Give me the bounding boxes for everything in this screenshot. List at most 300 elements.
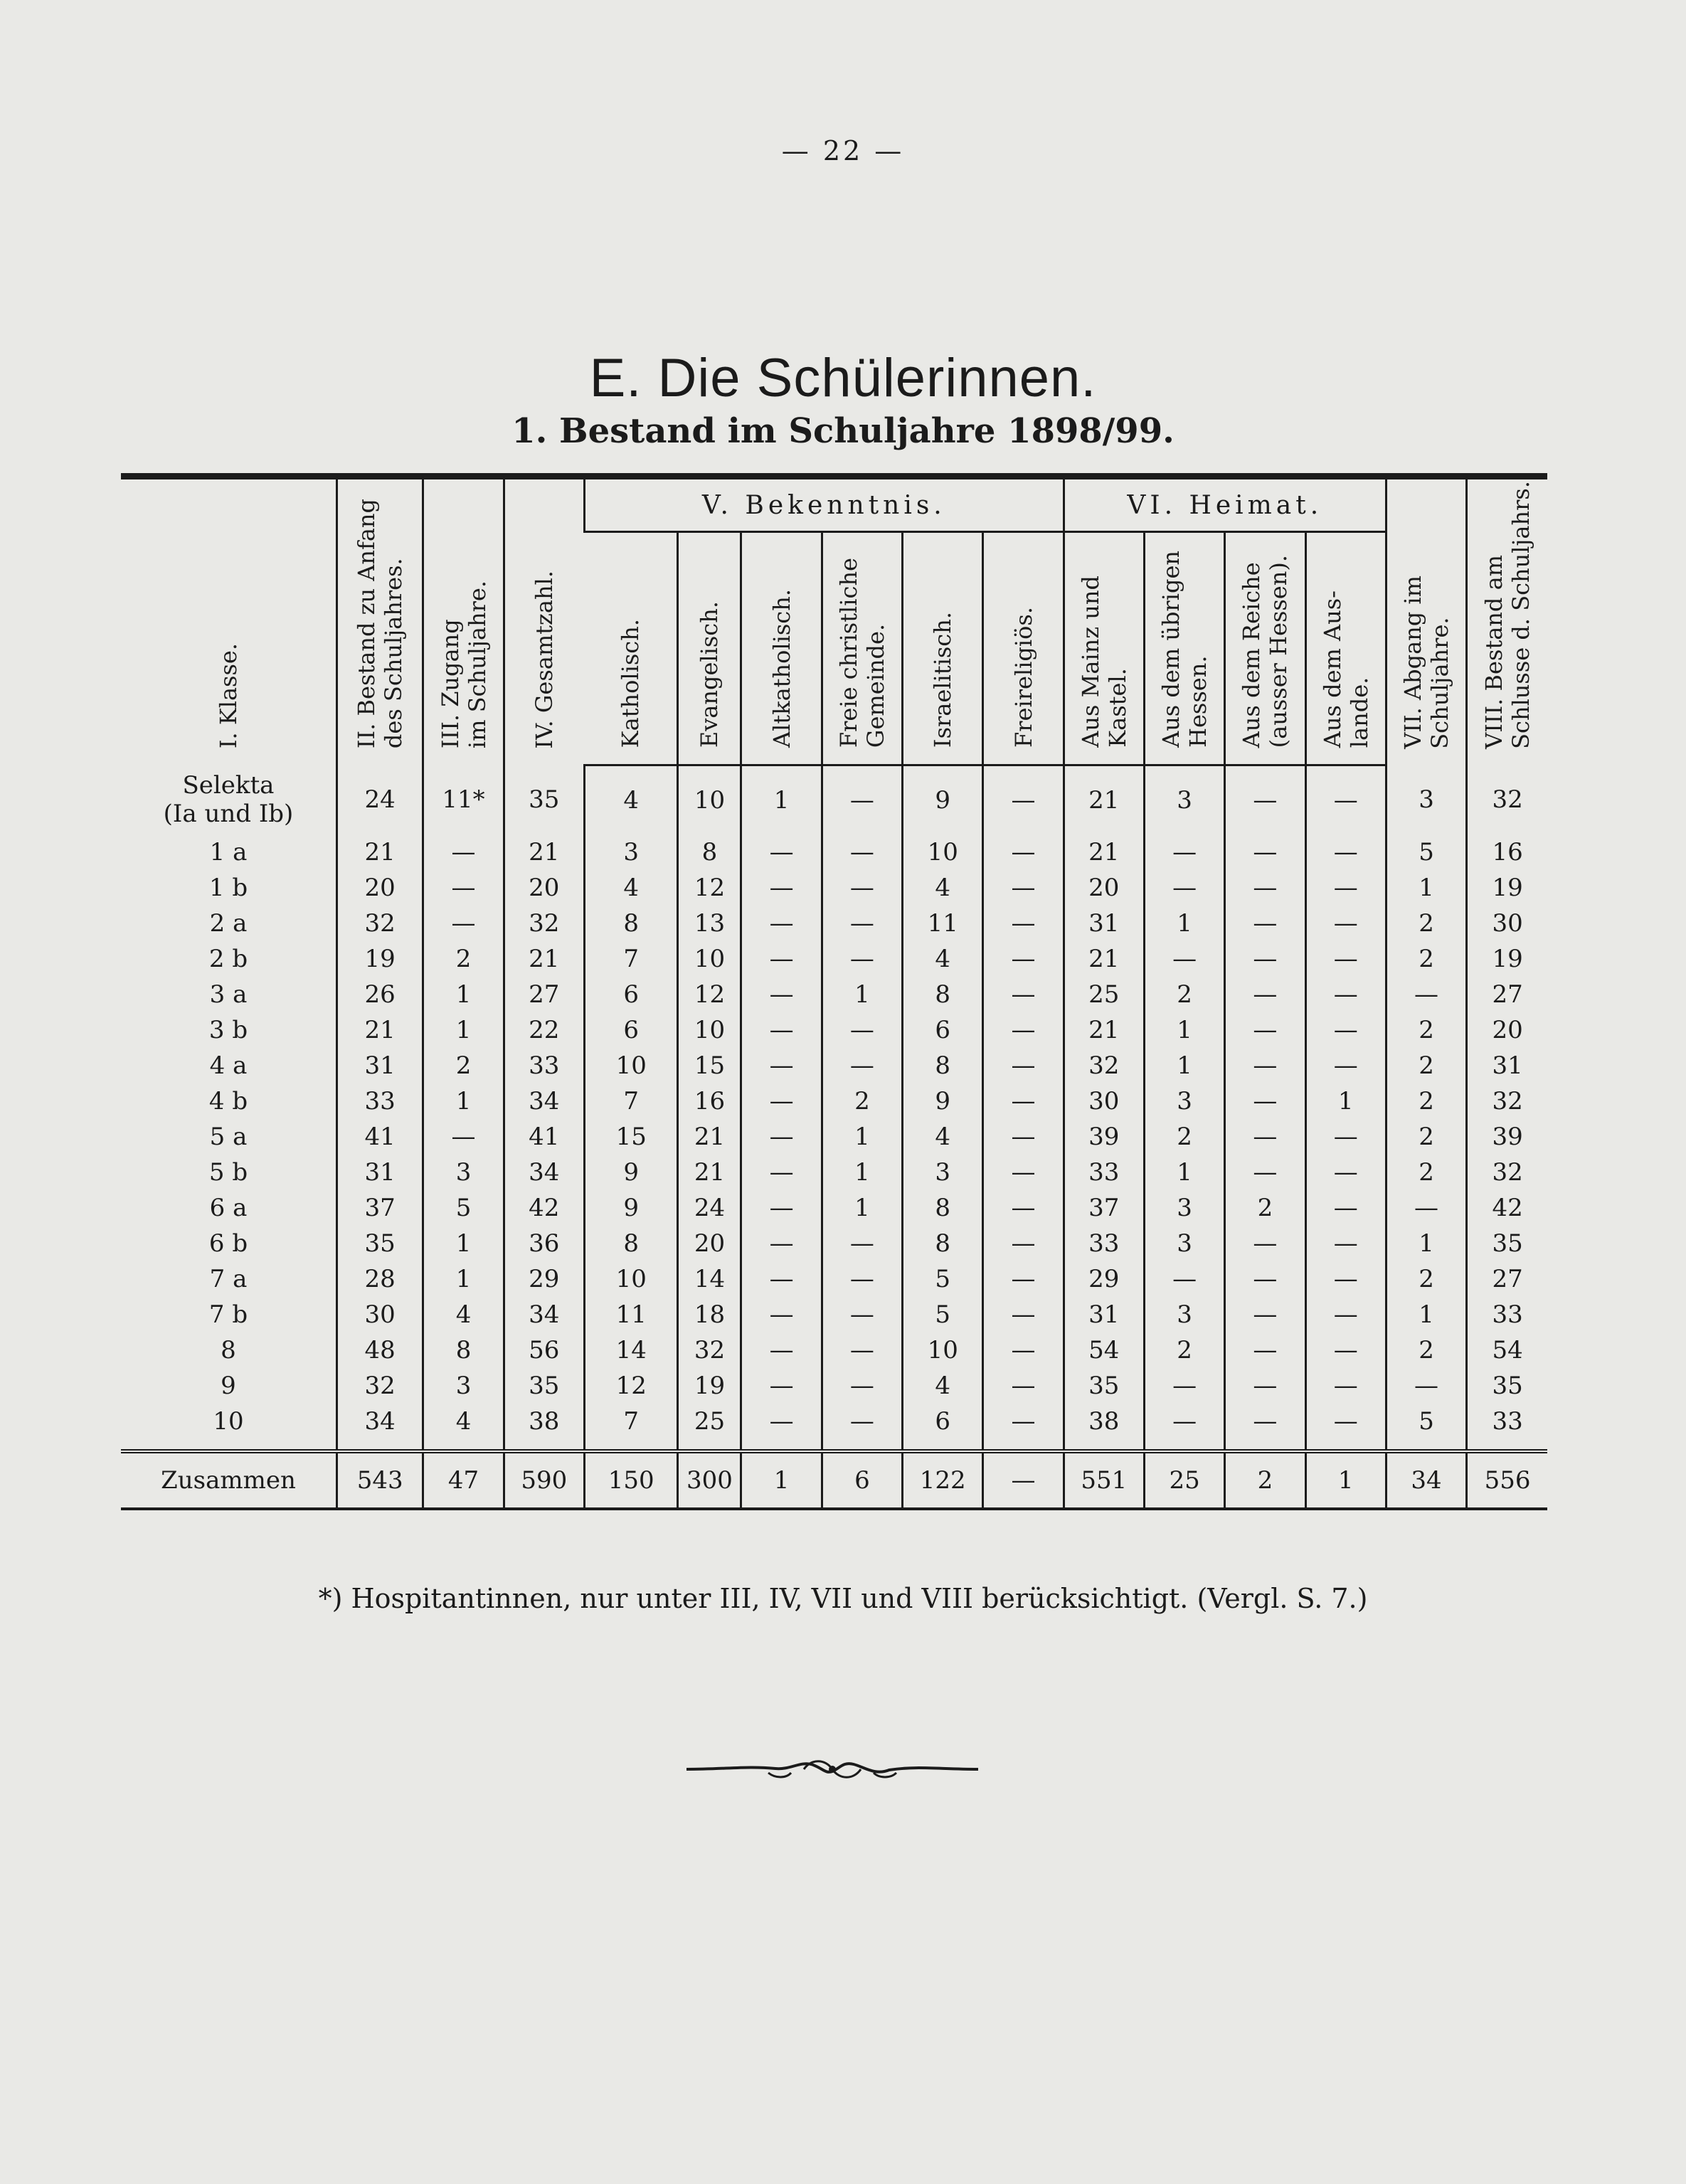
col-header-reich: Aus dem Reiche (ausser Hessen). (1225, 532, 1305, 765)
table-cell: — (741, 834, 822, 870)
table-cell: 37 (336, 1190, 423, 1226)
table-cell: — (822, 870, 902, 906)
table-cell: 9 (903, 765, 983, 835)
table-cell: — (1305, 834, 1386, 870)
table-cell: 1 (1144, 1012, 1224, 1048)
table-cell: 9 (584, 1190, 678, 1226)
table-cell: 30 (1064, 1083, 1144, 1119)
col-header-ausland: Aus dem Aus- lande. (1305, 532, 1386, 765)
spacer-cell (741, 1439, 822, 1451)
col-header-mainz-kastel: Aus Mainz und Kastel. (1064, 532, 1144, 765)
table-cell: 15 (678, 1048, 741, 1083)
table-cell: — (741, 1332, 822, 1368)
table-cell: — (741, 1368, 822, 1404)
table-cell: 56 (504, 1332, 584, 1368)
table-cell: 2 (1144, 1332, 1224, 1368)
table-cell: — (983, 1261, 1064, 1297)
table-cell: — (1144, 1404, 1224, 1439)
table-cell: 12 (678, 977, 741, 1012)
table-cell: — (741, 1012, 822, 1048)
spacer-cell (1467, 1439, 1547, 1451)
total-cell: — (983, 1451, 1064, 1509)
section-title: E. Die Schülerinnen. (589, 348, 1097, 408)
table-cell: 19 (1467, 941, 1547, 977)
table-row (121, 1226, 1547, 1261)
col-header-freie-christliche: Freie christliche Gemeinde. (822, 532, 902, 765)
table-cell: — (741, 1404, 822, 1439)
table-cell: — (1225, 1048, 1305, 1083)
spacer-cell (1305, 1439, 1386, 1451)
table-cell: — (822, 1297, 902, 1332)
table-cell: — (983, 1404, 1064, 1439)
table-cell: — (1225, 1012, 1305, 1048)
table-cell: — (1225, 906, 1305, 941)
spacer-cell (822, 1439, 902, 1451)
table-cell: — (423, 870, 504, 906)
class-name-cell: 9 (221, 1372, 236, 1400)
table-row (121, 1190, 1547, 1226)
table-cell: 48 (336, 1332, 423, 1368)
table-cell: 34 (504, 1297, 584, 1332)
total-cell: 300 (678, 1451, 741, 1509)
table-cell: — (822, 1226, 902, 1261)
table-cell: 10 (903, 1332, 983, 1368)
table-body (121, 765, 1547, 1510)
table-cell: — (1305, 941, 1386, 977)
table-cell: — (741, 977, 822, 1012)
table-cell: 1 (822, 1190, 902, 1226)
table-cell: 3 (1144, 765, 1224, 835)
table-cell: 8 (584, 906, 678, 941)
table-cell: — (1225, 977, 1305, 1012)
table-cell: 1 (822, 977, 902, 1012)
table-cell: — (741, 941, 822, 977)
table-cell: — (822, 765, 902, 835)
table-row (121, 1332, 1547, 1368)
class-name-cell: 2 a (209, 909, 248, 938)
class-name-cell: Selekta (Ia und Ib) (163, 771, 294, 829)
table-cell: — (983, 834, 1064, 870)
table-cell: 2 (1386, 1083, 1466, 1119)
table-cell: 19 (678, 1368, 741, 1404)
table-spacer-row (121, 1439, 1547, 1451)
table-cell: 10 (903, 834, 983, 870)
table-cell: 30 (336, 1297, 423, 1332)
table-cell: — (983, 1332, 1064, 1368)
table-cell: — (822, 906, 902, 941)
table-cell: 24 (336, 765, 423, 835)
col-header-altkatholisch: Altkatholisch. (741, 532, 822, 765)
table-cell: 4 (423, 1404, 504, 1439)
table-cell: 6 (584, 977, 678, 1012)
decorative-ornament-icon (683, 1751, 982, 1787)
table-cell: 4 (584, 870, 678, 906)
total-cell: 2 (1225, 1451, 1305, 1509)
table-cell: — (1225, 765, 1305, 835)
table-cell: — (1305, 1261, 1386, 1297)
table-cell: 5 (423, 1190, 504, 1226)
table-cell: 1 (741, 765, 822, 835)
table-cell: 1 (1305, 1083, 1386, 1119)
spacer-cell (423, 1439, 504, 1451)
table-cell: 1 (1386, 870, 1466, 906)
table-cell: 7 (584, 941, 678, 977)
table-cell: 27 (1467, 1261, 1547, 1297)
table-cell: — (1305, 765, 1386, 835)
table-cell: — (1225, 1226, 1305, 1261)
table-cell: 32 (336, 906, 423, 941)
table-cell: 2 (423, 1048, 504, 1083)
table-row (121, 941, 1547, 977)
table-cell: 3 (423, 1155, 504, 1190)
table-cell: 32 (1064, 1048, 1144, 1083)
table-cell: 20 (504, 870, 584, 906)
table-cell: — (1305, 1012, 1386, 1048)
table-cell: 8 (903, 1048, 983, 1083)
table-cell: 37 (1064, 1190, 1144, 1226)
table-cell: 33 (336, 1083, 423, 1119)
table-cell: 8 (678, 834, 741, 870)
table-cell: 2 (1386, 1048, 1466, 1083)
col-header-gesamtzahl: IV. Gesamtzahl. (504, 479, 584, 765)
table-cell: — (1225, 1155, 1305, 1190)
table-row (121, 977, 1547, 1012)
table-cell: 2 (1386, 1261, 1466, 1297)
table-cell: 21 (678, 1155, 741, 1190)
col-header-katholisch: Katholisch. (584, 532, 678, 765)
table-cell: 35 (504, 1368, 584, 1404)
table-cell: 3 (1144, 1297, 1224, 1332)
table-cell: — (822, 834, 902, 870)
class-name-cell: 6 a (209, 1194, 248, 1222)
table-cell: 12 (678, 870, 741, 906)
col-header-zugang: III. Zugang im Schuljahre. (423, 479, 504, 765)
table-cell: 18 (678, 1297, 741, 1332)
total-cell: 1 (741, 1451, 822, 1509)
class-name-cell: 3 a (209, 980, 248, 1009)
table-cell: 8 (423, 1332, 504, 1368)
total-cell: 25 (1144, 1451, 1224, 1509)
table-cell: 6 (903, 1404, 983, 1439)
table-cell: 31 (1467, 1048, 1547, 1083)
table-cell: 24 (678, 1190, 741, 1226)
table-cell: 8 (903, 1190, 983, 1226)
table-row (121, 1261, 1547, 1297)
table-cell: 39 (1064, 1119, 1144, 1155)
table-cell: 8 (903, 977, 983, 1012)
table-cell: 34 (504, 1155, 584, 1190)
table-cell: 11 (903, 906, 983, 941)
table-row (121, 765, 1547, 835)
table-cell: — (1225, 1119, 1305, 1155)
table-cell: — (822, 1012, 902, 1048)
table-cell: 21 (1064, 941, 1144, 977)
table-cell: 2 (1386, 906, 1466, 941)
table-row (121, 1155, 1547, 1190)
spacer-cell (336, 1439, 423, 1451)
total-cell: 6 (822, 1451, 902, 1509)
table-cell: — (741, 1226, 822, 1261)
table-cell: — (1386, 977, 1466, 1012)
table-cell: 7 (584, 1083, 678, 1119)
spacer-cell (584, 1439, 678, 1451)
table-cell: 21 (1064, 1012, 1144, 1048)
class-name-cell: 4 b (208, 1087, 248, 1115)
table-cell: 5 (903, 1297, 983, 1332)
table-cell: 21 (678, 1119, 741, 1155)
table-cell: 32 (1467, 1155, 1547, 1190)
table-cell: 8 (584, 1226, 678, 1261)
group-header-bekenntnis: V. Bekenntnis. (584, 479, 1064, 532)
table-cell: 26 (336, 977, 423, 1012)
class-name-cell: 2 b (208, 945, 248, 973)
table-cell: 31 (1064, 906, 1144, 941)
table-cell: — (983, 1190, 1064, 1226)
total-label-cell: Zusammen (121, 1451, 336, 1509)
table-cell: 21 (336, 834, 423, 870)
table-cell: 54 (1064, 1332, 1144, 1368)
table-cell: 34 (504, 1083, 584, 1119)
table-cell: — (983, 906, 1064, 941)
table-cell: 35 (1467, 1226, 1547, 1261)
table-cell: 38 (504, 1404, 584, 1439)
table-cell: 3 (584, 834, 678, 870)
table-cell: — (983, 1226, 1064, 1261)
table-cell: — (1144, 1261, 1224, 1297)
table-cell: 3 (1386, 765, 1466, 835)
table-row (121, 1048, 1547, 1083)
table-cell: 1 (1386, 1226, 1466, 1261)
table-cell: 4 (903, 941, 983, 977)
table-cell: 10 (678, 941, 741, 977)
table-cell: 35 (1064, 1368, 1144, 1404)
table-cell: 28 (336, 1261, 423, 1297)
table-cell: 21 (1064, 834, 1144, 870)
table-cell: — (1305, 977, 1386, 1012)
table-cell: — (822, 1404, 902, 1439)
table-cell: 25 (1064, 977, 1144, 1012)
table-cell: 31 (336, 1155, 423, 1190)
table-cell: 3 (1144, 1190, 1224, 1226)
table-cell: — (1305, 1048, 1386, 1083)
table-cell: 25 (678, 1404, 741, 1439)
table-cell: 22 (504, 1012, 584, 1048)
table-row (121, 1119, 1547, 1155)
table-cell: — (1144, 1368, 1224, 1404)
table-row (121, 870, 1547, 906)
table-cell: 41 (504, 1119, 584, 1155)
table-cell: — (1305, 1404, 1386, 1439)
table-cell: 10 (584, 1048, 678, 1083)
table-cell: 14 (678, 1261, 741, 1297)
table-cell: 34 (336, 1404, 423, 1439)
class-name-cell: 5 b (208, 1158, 248, 1187)
table-cell: — (1225, 1261, 1305, 1297)
table-cell: — (741, 1119, 822, 1155)
table-cell: 4 (903, 1368, 983, 1404)
table-cell: 32 (678, 1332, 741, 1368)
table-cell: 4 (584, 765, 678, 835)
table-cell: 31 (1064, 1297, 1144, 1332)
table-cell: — (1305, 1368, 1386, 1404)
table-cell: 2 (1386, 1119, 1466, 1155)
table-cell: — (1144, 941, 1224, 977)
table-cell: 33 (504, 1048, 584, 1083)
table-cell: — (983, 870, 1064, 906)
table-cell: 1 (1144, 906, 1224, 941)
table-cell: 21 (504, 834, 584, 870)
table-cell: — (1305, 1190, 1386, 1226)
table-cell: 15 (584, 1119, 678, 1155)
class-name-cell: 6 b (208, 1229, 248, 1258)
table-cell: — (1305, 1332, 1386, 1368)
col-header-uebriges-hessen: Aus dem übrigen Hessen. (1144, 532, 1224, 765)
table-cell: 2 (1386, 1155, 1466, 1190)
table-cell: 42 (504, 1190, 584, 1226)
table-cell: — (423, 834, 504, 870)
col-header-evangelisch: Evangelisch. (678, 532, 741, 765)
table-cell: 1 (423, 1012, 504, 1048)
class-name-cell: 7 a (209, 1265, 248, 1293)
table-cell: 19 (1467, 870, 1547, 906)
table-cell: 11 (584, 1297, 678, 1332)
table-cell: — (423, 1119, 504, 1155)
spacer-cell (1144, 1439, 1224, 1451)
group-header-row (121, 479, 1547, 532)
table-cell: 27 (504, 977, 584, 1012)
col-header-bestand-schluss: VIII. Bestand am Schlusse d. Schuljahrs. (1467, 479, 1547, 765)
class-name-cell: 8 (221, 1336, 236, 1364)
table-cell: 12 (584, 1368, 678, 1404)
table-cell: — (1144, 870, 1224, 906)
student-statistics-table (121, 473, 1547, 1510)
table-cell: 2 (1386, 941, 1466, 977)
col-header-bestand-anfang: II. Bestand zu Anfang des Schuljahres. (336, 479, 423, 765)
total-cell: 34 (1386, 1451, 1466, 1509)
total-cell: 543 (336, 1451, 423, 1509)
table-cell: 3 (1144, 1226, 1224, 1261)
table-cell: 54 (1467, 1332, 1547, 1368)
table-cell: — (1386, 1368, 1466, 1404)
table-cell: 20 (336, 870, 423, 906)
spacer-cell (504, 1439, 584, 1451)
table-row (121, 1083, 1547, 1119)
total-cell: 1 (1305, 1451, 1386, 1509)
table-cell: — (1305, 1119, 1386, 1155)
table-cell: 39 (1467, 1119, 1547, 1155)
total-cell: 551 (1064, 1451, 1144, 1509)
table-cell: 4 (903, 870, 983, 906)
table-cell: — (1225, 1083, 1305, 1119)
table-cell: 31 (336, 1048, 423, 1083)
spacer-cell (1064, 1439, 1144, 1451)
table-cell: — (741, 870, 822, 906)
table-cell: 5 (1386, 834, 1466, 870)
table-cell: 2 (1144, 977, 1224, 1012)
total-cell: 47 (423, 1451, 504, 1509)
table-cell: — (1225, 1297, 1305, 1332)
table-cell: — (983, 1155, 1064, 1190)
table-cell: 1 (822, 1119, 902, 1155)
spacer-cell (903, 1439, 983, 1451)
col-header-freireligioes: Freireligiös. (983, 532, 1064, 765)
table-cell: 19 (336, 941, 423, 977)
total-cell: 590 (504, 1451, 584, 1509)
total-cell: 556 (1467, 1451, 1547, 1509)
table-cell: — (1225, 834, 1305, 870)
table-cell: — (822, 1368, 902, 1404)
table-cell: — (1225, 1332, 1305, 1368)
class-name-cell: 5 a (209, 1123, 248, 1151)
spacer-cell (121, 1439, 336, 1451)
table-cell: — (423, 906, 504, 941)
class-name-cell: 4 a (209, 1051, 248, 1080)
table-cell: 10 (678, 1012, 741, 1048)
table-cell: 38 (1064, 1404, 1144, 1439)
table-cell: 9 (903, 1083, 983, 1119)
table-cell: 27 (1467, 977, 1547, 1012)
table-cell: — (822, 941, 902, 977)
table-cell: 20 (1064, 870, 1144, 906)
table-cell: 30 (1467, 906, 1547, 941)
footnote: *) Hospitantinnen, nur unter III, IV, VII und VIII berücksichtigt. (Vergl. S. 7.) (318, 1583, 1368, 1614)
table-cell: 29 (1064, 1261, 1144, 1297)
total-cell: 150 (584, 1451, 678, 1509)
table-cell: — (1225, 870, 1305, 906)
table-row (121, 906, 1547, 941)
spacer-cell (983, 1439, 1064, 1451)
page-number: — 22 — (781, 135, 905, 166)
table-cell: 16 (678, 1083, 741, 1119)
spacer-cell (1386, 1439, 1466, 1451)
table-row (121, 1012, 1547, 1048)
class-name-cell: 1 a (209, 838, 248, 866)
table-cell: 1 (423, 1226, 504, 1261)
spacer-cell (678, 1439, 741, 1451)
table-cell: 33 (1064, 1155, 1144, 1190)
class-name-cell: 10 (213, 1407, 244, 1436)
table-cell: 2 (822, 1083, 902, 1119)
col-header-abgang: VII. Abgang im Schuljahre. (1386, 479, 1466, 765)
table-cell: 1 (822, 1155, 902, 1190)
table-cell: 35 (1467, 1368, 1547, 1404)
table-cell: 20 (678, 1226, 741, 1261)
table-cell: 2 (1386, 1332, 1466, 1368)
table-cell: — (983, 1119, 1064, 1155)
table-cell: — (983, 977, 1064, 1012)
table-cell: — (983, 1368, 1064, 1404)
table-cell: — (741, 1155, 822, 1190)
table-cell: — (822, 1048, 902, 1083)
table-cell: — (741, 1190, 822, 1226)
table-cell: — (1225, 1404, 1305, 1439)
table-cell: 33 (1467, 1297, 1547, 1332)
group-header-heimat: VI. Heimat. (1064, 479, 1386, 532)
table-cell: 16 (1467, 834, 1547, 870)
table-cell: — (1225, 941, 1305, 977)
table-cell: 41 (336, 1119, 423, 1155)
table-cell: — (1305, 1226, 1386, 1261)
table-cell: 3 (1144, 1083, 1224, 1119)
table-cell: 1 (423, 1083, 504, 1119)
table-cell: — (1305, 906, 1386, 941)
table-cell: — (741, 1083, 822, 1119)
table-cell: 20 (1467, 1012, 1547, 1048)
table-cell: 1 (423, 1261, 504, 1297)
table-cell: 32 (1467, 1083, 1547, 1119)
table-cell: — (983, 1048, 1064, 1083)
table-cell: 11* (423, 765, 504, 835)
